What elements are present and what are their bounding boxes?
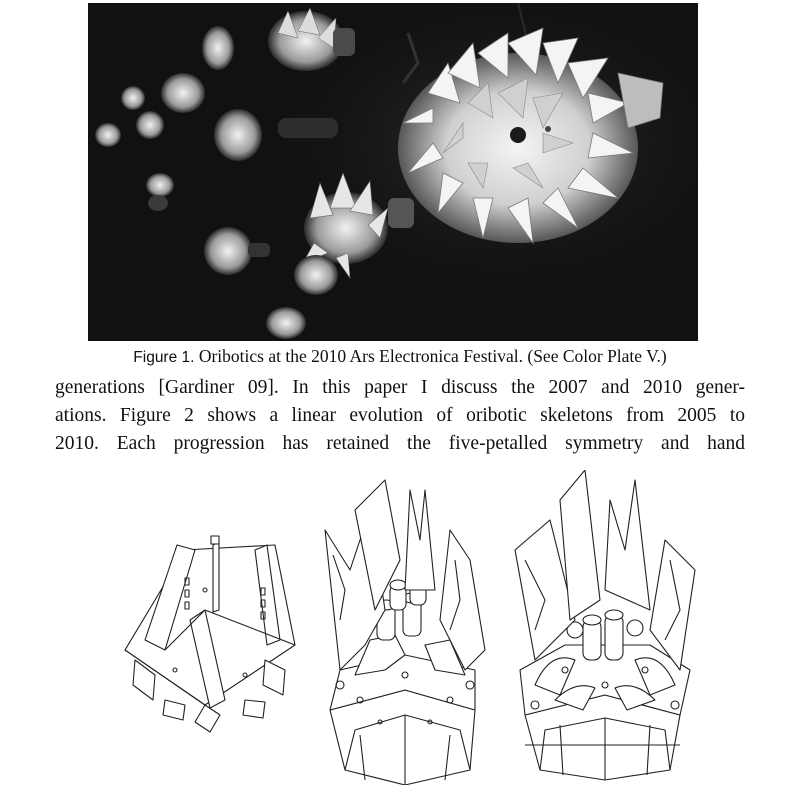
skeleton-2005 <box>125 536 295 732</box>
figure-caption-text: Oribotics at the 2010 Ars Electronica Festival. (See Color Plate V.) <box>198 346 667 366</box>
body-paragraph <box>55 374 745 458</box>
body-line: 2010. Each progression has retained the five-petalled symmetry and hand <box>55 433 745 454</box>
skeleton-2007 <box>325 480 485 785</box>
body-line: generations [Gardiner 09]. In this paper I discuss the 2007 and 2010 gener- <box>55 377 745 398</box>
skeleton-drawings-svg <box>105 470 705 785</box>
skeleton-drawings <box>105 470 705 785</box>
body-line: ations. Figure 2 shows a linear evolution of oribotic skeletons from 2005 to <box>55 405 745 426</box>
oribotics-photo <box>88 3 698 341</box>
figure-caption <box>0 346 800 367</box>
skeleton-2010 <box>515 470 695 780</box>
oribotics-photo-drawing <box>88 3 698 341</box>
figure-label: Figure 1. <box>133 349 195 366</box>
